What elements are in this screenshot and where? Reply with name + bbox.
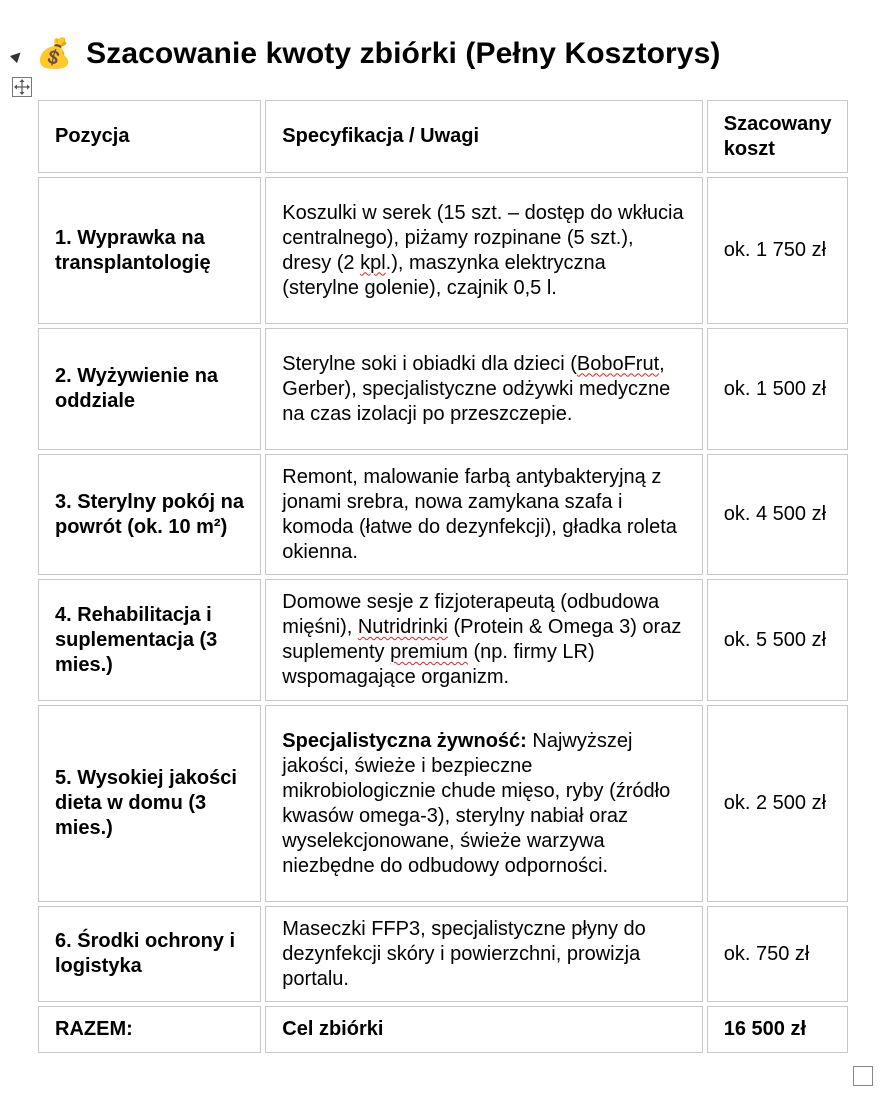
spec-text: Koszulki w serek (15 szt. – dostęp do wkłucia centralnego), piżamy rozpinane (5 szt.), dresy (2 bbox=[282, 201, 684, 274]
table-row bbox=[38, 906, 848, 1002]
row-position: 3. Sterylny pokój na powrót (ok. 10 m²) bbox=[38, 454, 261, 575]
row-cost: ok. 1 750 zł bbox=[707, 177, 848, 324]
table-header-row bbox=[38, 100, 848, 173]
row-spec bbox=[265, 328, 702, 450]
spellcheck-word: BoboFrut bbox=[576, 352, 660, 375]
collapse-triangle-icon[interactable] bbox=[10, 49, 24, 63]
header-cost: Szacowany koszt bbox=[707, 100, 848, 173]
header-spec: Specyfikacja / Uwagi bbox=[265, 100, 702, 173]
row-position: 6. Środki ochrony i logistyka bbox=[38, 906, 261, 1002]
row-cost: ok. 1 500 zł bbox=[707, 328, 848, 450]
row-position: 4. Rehabilitacja i suplementacja (3 mies.) bbox=[38, 579, 261, 701]
spellcheck-word: Nutridrinki bbox=[357, 616, 448, 638]
row-spec: Remont, malowanie farbą antybakteryjną z jonami srebra, nowa zamykana szafa i komoda (łatwe do dezynfekcji), gładka roleta okienna. bbox=[265, 454, 702, 575]
money-bag-icon: 💰 bbox=[36, 37, 73, 70]
header-position: Pozycja bbox=[38, 100, 261, 173]
table-row bbox=[38, 454, 848, 575]
spec-text: , Gerber), specjalistyczne odżywki medyczne na czas izolacji po przeszczepie. bbox=[282, 352, 671, 425]
row-position: 2. Wyżywienie na oddziale bbox=[38, 328, 261, 450]
row-position: 1. Wyprawka na transplantologię bbox=[38, 177, 261, 324]
spec-text: Najwyższej jakości, świeże i bezpieczne mikrobiologicznie chude mięso, ryby (źródło kwasów omega-3), sterylny nabiał oraz wyselekcjonowane, świeże warzywa niezbędne do odbudowy odporności. bbox=[282, 729, 671, 877]
cost-estimate-table bbox=[34, 96, 852, 1057]
table-row bbox=[38, 579, 848, 701]
table-resize-handle-icon[interactable] bbox=[853, 1066, 873, 1086]
row-cost: ok. 4 500 zł bbox=[707, 454, 848, 575]
table-move-handle-icon[interactable] bbox=[12, 77, 32, 97]
row-spec bbox=[265, 177, 702, 324]
spec-text: (Protein & Omega 3) oraz suplementy bbox=[282, 616, 682, 663]
section-heading bbox=[12, 34, 720, 74]
row-cost: ok. 2 500 zł bbox=[707, 705, 848, 902]
spellcheck-word: premium bbox=[390, 641, 468, 663]
table-row bbox=[38, 177, 848, 324]
table-row bbox=[38, 328, 848, 450]
table-total-row bbox=[38, 1006, 848, 1053]
row-cost: ok. 750 zł bbox=[707, 906, 848, 1002]
row-spec bbox=[265, 705, 702, 902]
table-row bbox=[38, 705, 848, 902]
row-cost: ok. 5 500 zł bbox=[707, 579, 848, 701]
spellcheck-word: kpl bbox=[360, 251, 386, 274]
row-spec bbox=[265, 579, 702, 701]
row-position: 5. Wysokiej jakości dieta w domu (3 mies.) bbox=[38, 705, 261, 902]
spec-text: Sterylne soki i obiadki dla dzieci ( bbox=[282, 352, 577, 375]
spec-label: Specjalistyczna żywność: bbox=[282, 729, 527, 752]
spec-text: Domowe sesje z fizjoterapeutą (odbudowa mięśni), bbox=[282, 591, 660, 638]
spec-text: .), maszynka elektryczna (sterylne golenie), czajnik 0,5 l. bbox=[282, 251, 606, 299]
total-label: RAZEM: bbox=[38, 1006, 261, 1053]
total-amount: 16 500 zł bbox=[707, 1006, 848, 1053]
row-spec: Maseczki FFP3, specjalistyczne płyny do dezynfekcji skóry i powierzchni, prowizja portalu. bbox=[265, 906, 702, 1002]
heading-title: Szacowanie kwoty zbiórki (Pełny Kosztorys) bbox=[86, 37, 721, 70]
total-goal: Cel zbiórki bbox=[265, 1006, 702, 1053]
spec-text: (np. firmy LR) wspomagające organizm. bbox=[282, 641, 595, 688]
